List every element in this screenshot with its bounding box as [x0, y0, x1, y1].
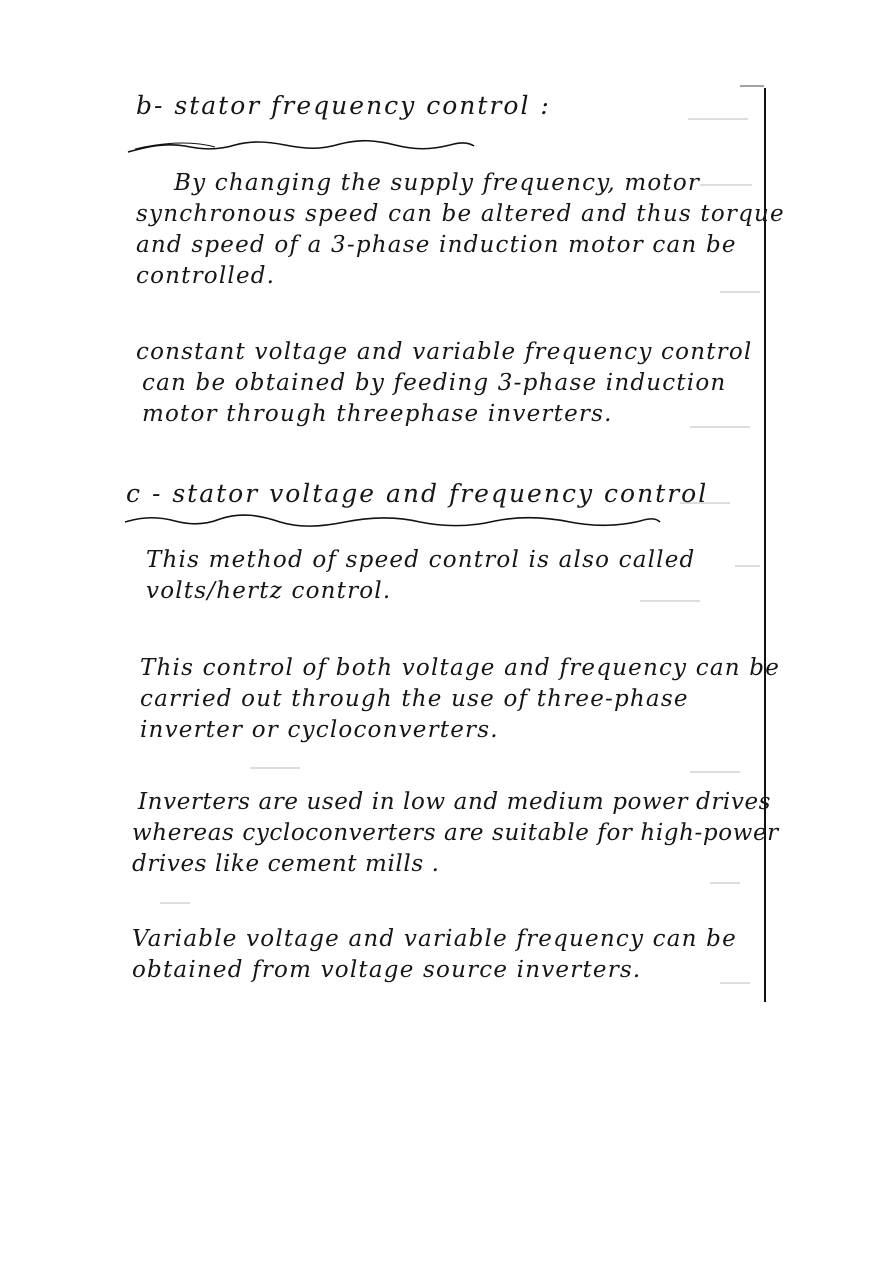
text-line: inverter or cycloconverters. [140, 717, 499, 743]
text-line: controlled. [136, 263, 276, 289]
heading-stator-voltage-frequency-control: c - stator voltage and frequency control [126, 479, 709, 508]
text-line: obtained from voltage source inverters. [132, 957, 642, 983]
text-line: Inverters are used in low and medium power drives [138, 789, 772, 815]
text-line: This control of both voltage and frequency can be [140, 655, 780, 681]
paragraph-supply-frequency [136, 168, 785, 292]
text-line: whereas cycloconverters are suitable for high-power [132, 820, 779, 846]
paragraph-inverters-usage [132, 787, 779, 880]
text-line: can be obtained by feeding 3-phase induction [142, 370, 727, 396]
paragraph-both-control [140, 653, 780, 746]
text-line: volts/hertz control. [146, 578, 392, 604]
wavy-underline-c [125, 515, 660, 526]
paragraph-constant-voltage [136, 337, 752, 430]
text-line: synchronous speed can be altered and thus torque [136, 201, 785, 227]
text-line: motor through threephase inverters. [142, 401, 613, 427]
text-line: carried out through the use of three-phase [140, 686, 689, 712]
paragraph-voltage-source-inverters [132, 924, 737, 986]
text-line: Variable voltage and variable frequency can be [132, 926, 737, 952]
text-line: drives like cement mills . [132, 851, 440, 877]
heading-stator-frequency-control: b- stator frequency control : [136, 91, 551, 120]
text-line: This method of speed control is also called [146, 547, 696, 573]
text-line: By changing the supply frequency, motor [174, 170, 701, 196]
text-line: and speed of a 3-phase induction motor can be [136, 232, 737, 258]
paragraph-volts-hertz [146, 545, 695, 607]
text-line: constant voltage and variable frequency control [136, 339, 753, 365]
